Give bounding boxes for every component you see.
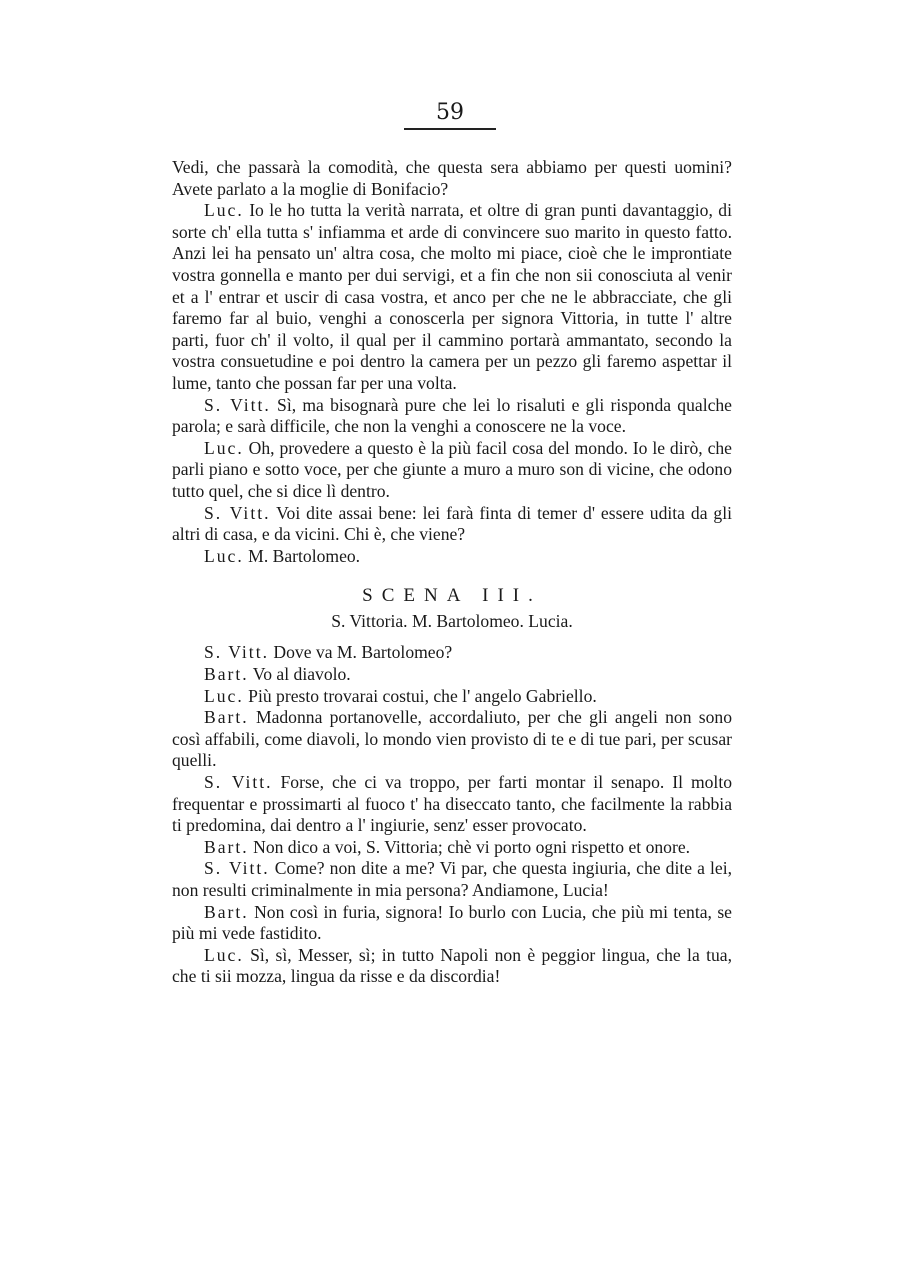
- speech-text: Non dico a voi, S. Vittoria; chè vi porto ogni rispetto et onore.: [253, 836, 691, 857]
- speaker-name: S. Vitt.: [204, 502, 271, 523]
- speech-text: Sì, sì, Messer, sì; in tutto Napoli non è peggior lingua, che la tua, che ti sii mozza, lingua da risse e da discordia!: [172, 944, 732, 987]
- speaker-name: Luc.: [204, 944, 244, 965]
- speaker-name: S. Vitt.: [204, 394, 271, 415]
- speech-text: Oh, provedere a questo è la più facil cosa del mondo. Io le dirò, che parli piano e sotto voce, per che giunte a muro a muro son di vicine, che odono tutto quel, che si dice lì dentro.: [172, 437, 732, 501]
- speaker-name: Bart.: [204, 836, 249, 857]
- speech-text: Dove va M. Bartolomeo?: [273, 642, 453, 663]
- page-body: [172, 157, 732, 988]
- paragraph: [172, 503, 732, 546]
- speech-text: M. Bartolomeo.: [248, 545, 361, 566]
- speaker-name: Luc.: [204, 200, 244, 221]
- scene-title: SCENA III.: [362, 585, 542, 607]
- speaker-name: Bart.: [204, 707, 249, 728]
- speaker-name: Luc.: [204, 545, 244, 566]
- paragraph: [172, 902, 732, 945]
- paragraph: [172, 546, 732, 568]
- speaker-name: S. Vitt.: [204, 858, 270, 879]
- header-rule: [404, 128, 496, 130]
- speech-text: Sì, ma bisognarà pure che lei lo risaluti e gli risponda qualche parola; e sarà difficile, che non la venghi a conoscere ne la voce.: [172, 394, 732, 437]
- speech-text: Vedi, che passarà la comodità, che questa sera abbiamo per questi uomini? Avete parlato a la moglie di Bonifacio?: [172, 157, 732, 199]
- speaker-name: S. Vitt.: [204, 642, 269, 663]
- speaker-name: Bart.: [204, 664, 249, 685]
- paragraph: [172, 772, 732, 837]
- paragraph: [172, 395, 732, 438]
- scene-cast: S. Vittoria. M. Bartolomeo. Lucia.: [331, 610, 573, 631]
- paragraph: [172, 707, 732, 772]
- paragraph: [172, 642, 732, 664]
- paragraph: [172, 200, 732, 394]
- speech-text: Voi dite assai bene: lei farà finta di temer d' essere udita da gli altri di casa, e da vicini. Chi è, che viene?: [172, 502, 732, 545]
- paragraph: [172, 858, 732, 901]
- speech-text: Non così in furia, signora! Io burlo con Lucia, che più mi tenta, se più mi vede fastidito.: [172, 901, 732, 944]
- speaker-name: S. Vitt.: [204, 772, 273, 793]
- speech-text: Più presto trovarai costui, che l' angelo Gabriello.: [248, 685, 597, 706]
- speech-text: Come? non dite a me? Vi par, che questa ingiuria, che dite a lei, non resulti criminalmente in mia persona? Andiamone, Lucia!: [172, 858, 732, 900]
- speech-text: Madonna portanovelle, accordaliuto, per che gli angeli non sono così affabili, come diavoli, lo mondo vien provisto di te e di tue pari, per scusar quelli.: [172, 707, 732, 771]
- speech-text: Io le ho tutta la verità narrata, et oltre di gran punti davantaggio, di sorte ch' ella tutta s' infiamma et arde di convincere suo marito in questo fatto. Anzi lei ha pensato un' altra cosa, che molto mi piace, cioè che le improntiate vostra gonnella e manto per dui servigi, et a fin che non sii conosciuta al venir et a l' entrar et uscir di casa vostra, et anco per che ne le abbracciate, che gli faremo far al buio, venghi a conoscerla per signora Vittoria, in tutte l' altre parti, fuor ch' il volto, il qual per il cammino portarà ammantato, secondo la vostra consuetudine e poi dentro la camera per un pezzo gli faremo aspettar il lume, tanto che possan far per una volta.: [172, 200, 732, 393]
- speaker-name: Luc.: [204, 685, 244, 706]
- speaker-name: Bart.: [204, 901, 249, 922]
- speech-text: Forse, che ci va troppo, per farti montar il senapo. Il molto frequentar e prossimarti al fuoco t' ha diseccato tanto, che facilmente la rabbia ti predomina, dai dentro a l' ingiurie, senz' esser provocato.: [172, 772, 732, 836]
- paragraph: [172, 438, 732, 503]
- page-number: 59: [436, 100, 464, 125]
- paragraph: [172, 157, 732, 200]
- paragraph: [172, 664, 732, 686]
- paragraph: [172, 837, 732, 859]
- paragraph: [172, 945, 732, 988]
- speech-text: Vo al diavolo.: [252, 664, 351, 685]
- paragraph: [172, 686, 732, 708]
- speaker-name: Luc.: [204, 437, 244, 458]
